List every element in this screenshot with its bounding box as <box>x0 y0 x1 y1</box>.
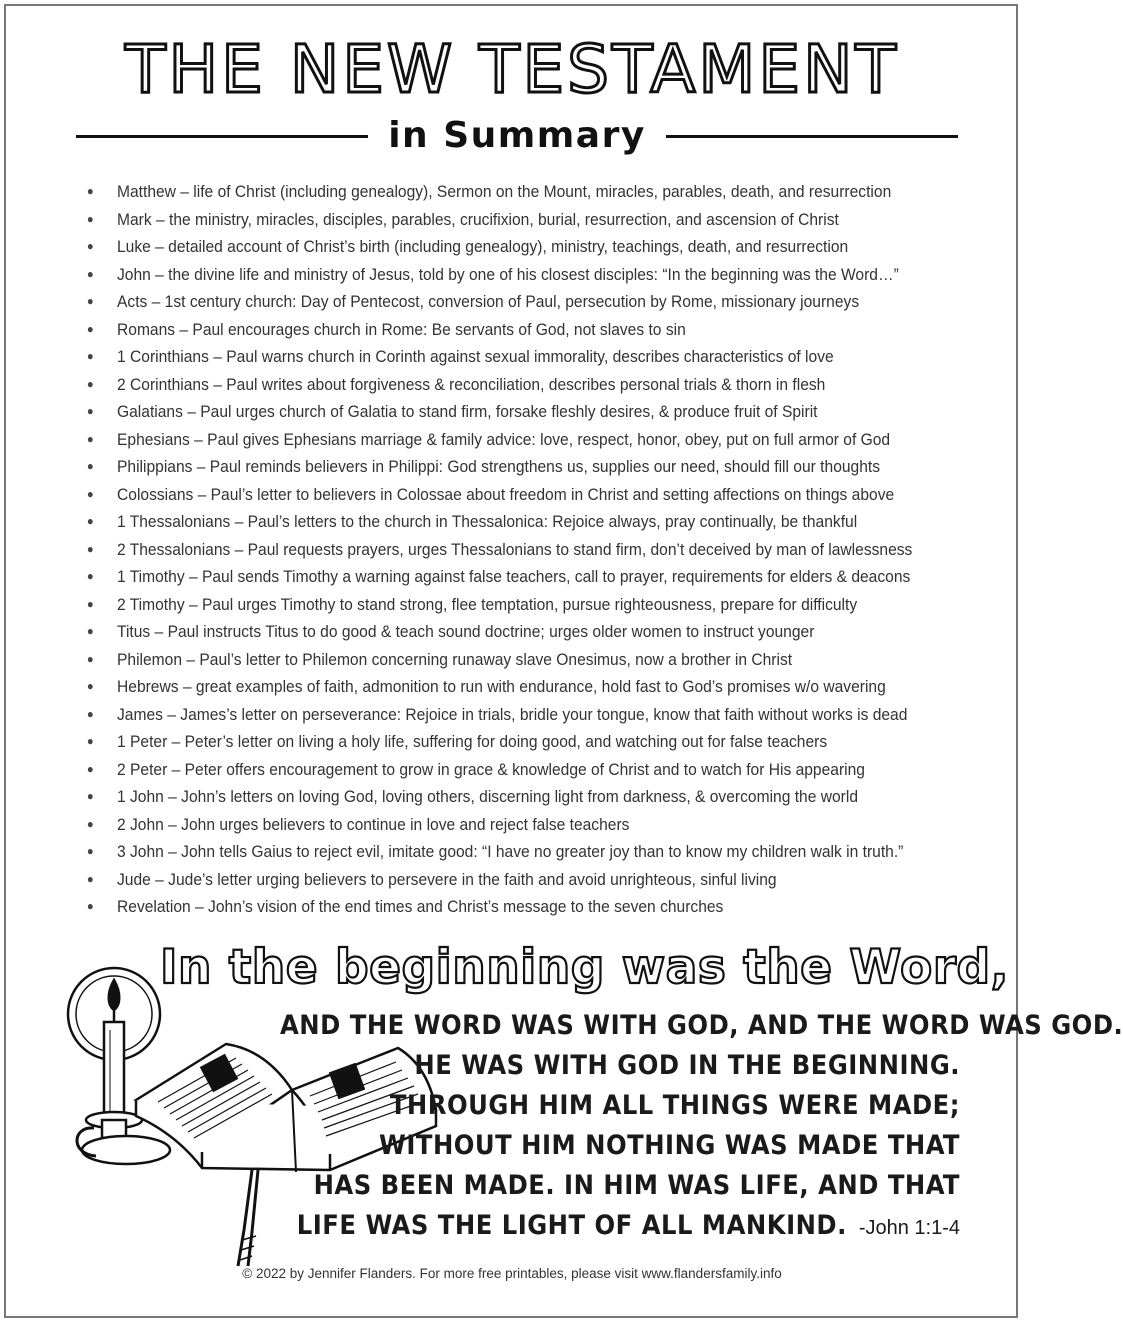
verse-reference: -John 1:1-4 <box>858 1217 960 1239</box>
subtitle-row <box>76 114 958 158</box>
book-summary: Romans – Paul encourages church in Rome: Be servants of God, not slaves to sin <box>117 319 686 339</box>
bullet-icon: ● <box>86 211 94 226</box>
bullet-icon: ● <box>86 321 94 336</box>
list-item <box>70 756 916 784</box>
book-summary: Philemon – Paul’s letter to Philemon concerning runaway slave Onesimus, now a brother in Christ <box>117 649 793 669</box>
list-item <box>70 563 916 591</box>
bullet-icon: ● <box>86 734 94 748</box>
copyright-footer: © 2022 by Jennifer Flanders. For more free printables, please visit www.flandersfamily.info <box>242 1266 782 1281</box>
bullet-icon: ● <box>86 679 94 693</box>
list-item <box>70 728 916 756</box>
book-summary: Philippians – Paul reminds believers in Philippi: God strengthens us, supplies our need, should fill our thoughts <box>117 457 881 476</box>
right-divider <box>666 135 958 138</box>
list-item <box>70 783 916 811</box>
book-summary: Galatians – Paul urges church of Galatia to stand firm, forsake fleshly desires, & produce fruit of Spirit <box>117 402 818 421</box>
verse-line-last <box>280 1206 960 1246</box>
list-item <box>70 288 916 316</box>
book-summary: Revelation – John’s vision of the end times and Christ’s message to the seven churches <box>117 897 724 916</box>
bullet-icon: ● <box>86 844 94 858</box>
book-summary: Luke – detailed account of Christ’s birth (including genealogy), ministry, teachings, death, and resurrection <box>117 237 849 256</box>
list-item <box>70 673 916 701</box>
bullet-icon: ● <box>86 651 94 666</box>
list-item <box>70 233 916 261</box>
list-item <box>70 646 916 674</box>
list-item <box>70 261 916 289</box>
book-summary: Acts – 1st century church: Day of Pentecost, conversion of Paul, persecution by Rome, missionary journeys <box>117 292 860 311</box>
list-item <box>70 701 916 729</box>
list-item <box>70 536 916 564</box>
list-item <box>70 481 916 509</box>
book-summary: Jude – Jude’s letter urging believers to persevere in the faith and avoid unrighteous, sinful living <box>117 869 777 889</box>
verse-lead: In the beginning was the Word, <box>160 940 1010 995</box>
book-summary: Ephesians – Paul gives Ephesians marriage & family advice: love, respect, honor, obey, put on full armor of God <box>117 429 891 449</box>
page-title: THE NEW TESTAMENT <box>125 31 899 108</box>
book-summary: 2 Timothy – Paul urges Timothy to stand strong, flee temptation, pursue righteousness, prepare for difficulty <box>117 594 858 614</box>
list-item <box>70 618 916 646</box>
list-item <box>70 343 916 371</box>
bullet-icon: ● <box>86 761 94 776</box>
bullet-icon: ● <box>86 706 94 721</box>
verse-line: THROUGH HIM ALL THINGS WERE MADE; <box>389 1090 960 1121</box>
left-divider <box>76 135 368 138</box>
book-summary: Titus – Paul instructs Titus to do good & teach sound doctrine; urges older women to instruct younger <box>117 622 815 641</box>
bullet-icon: ● <box>86 431 94 446</box>
book-summary: 1 Timothy – Paul sends Timothy a warning against false teachers, call to prayer, requirements for elders & deacons <box>117 567 911 586</box>
bullet-icon: ● <box>86 514 94 528</box>
book-summary: James – James’s letter on perseverance: Rejoice in trials, bridle your tongue, know that faith without works is dead <box>117 704 908 724</box>
list-item <box>70 838 916 866</box>
book-summary: 1 Peter – Peter’s letter on living a holy life, suffering for doing good, and watching out for false teachers <box>117 732 828 751</box>
list-item <box>70 178 916 206</box>
list-item <box>70 508 916 536</box>
bullet-icon: ● <box>86 404 94 418</box>
bullet-icon: ● <box>86 486 94 501</box>
list-item <box>70 426 916 454</box>
verse-line: WITHOUT HIM NOTHING WAS MADE THAT <box>379 1130 960 1161</box>
bullet-icon: ● <box>86 816 94 831</box>
bullet-icon: ● <box>86 239 94 253</box>
verse-line: LIFE WAS THE LIGHT OF ALL MANKIND. <box>296 1210 847 1241</box>
list-item <box>70 591 916 619</box>
book-summary: 2 Thessalonians – Paul requests prayers, urges Thessalonians to stand firm, don’t deceived by man of lawlessness <box>117 539 913 559</box>
bullet-icon: ● <box>86 266 94 281</box>
list-item <box>70 316 916 344</box>
bullet-icon: ● <box>86 459 94 473</box>
page-subtitle: in Summary <box>388 115 646 156</box>
bullet-icon: ● <box>86 184 94 198</box>
bullet-icon: ● <box>86 871 94 886</box>
book-summary: 3 John – John tells Gaius to reject evil, imitate good: “I have no greater joy than to know my children walk in truth.” <box>117 842 904 861</box>
book-summary: 2 John – John urges believers to continue in love and reject false teachers <box>117 814 630 834</box>
list-item <box>70 811 916 839</box>
bullet-icon: ● <box>86 899 94 913</box>
bullet-icon: ● <box>86 541 94 556</box>
bullet-icon: ● <box>86 624 94 638</box>
bullet-icon: ● <box>86 294 94 308</box>
book-summary: 1 Thessalonians – Paul’s letters to the church in Thessalonica: Rejoice always, pray continually, be thankful <box>117 512 858 531</box>
verse-line: HE WAS WITH GOD IN THE BEGINNING. <box>414 1050 960 1081</box>
book-summary: 1 John – John’s letters on loving God, loving others, discerning light from darkness, & overcoming the world <box>117 787 859 806</box>
bullet-icon: ● <box>86 376 94 391</box>
verse-line: AND THE WORD WAS WITH GOD, AND THE WORD WAS GOD. <box>280 1010 1123 1041</box>
verse-text <box>280 1006 1123 1246</box>
list-item <box>70 866 916 894</box>
book-summary: John – the divine life and ministry of Jesus, told by one of his closest disciples: “In the beginning was the Word…” <box>117 264 899 284</box>
list-item <box>70 371 916 399</box>
list-item <box>70 206 916 234</box>
bullet-icon: ● <box>86 569 94 583</box>
book-summary: Matthew – life of Christ (including genealogy), Sermon on the Mount, miracles, parables, death, and resurrection <box>117 182 892 201</box>
book-summary-list <box>70 178 970 921</box>
candle-icon <box>68 968 170 1164</box>
book-summary: Colossians – Paul’s letter to believers in Colossae about freedom in Christ and setting affections on things above <box>117 484 895 504</box>
list-item <box>70 893 916 921</box>
book-summary: Hebrews – great examples of faith, admonition to run with endurance, hold fast to God’s promises w/o wavering <box>117 677 886 696</box>
book-summary: 2 Peter – Peter offers encouragement to grow in grace & knowledge of Christ and to watch for His appearing <box>117 759 865 779</box>
book-summary: 1 Corinthians – Paul warns church in Corinth against sexual immorality, describes characteristics of love <box>117 347 834 366</box>
bullet-icon: ● <box>86 789 94 803</box>
list-item <box>70 398 916 426</box>
bullet-icon: ● <box>86 596 94 611</box>
book-summary: Mark – the ministry, miracles, disciples, parables, crucifixion, burial, resurrection, and ascension of Christ <box>117 209 839 229</box>
verse-line: HAS BEEN MADE. IN HIM WAS LIFE, AND THAT <box>313 1170 960 1201</box>
bullet-icon: ● <box>86 349 94 363</box>
book-summary: 2 Corinthians – Paul writes about forgiveness & reconciliation, describes personal trials & thorn in flesh <box>117 374 826 394</box>
list-item <box>70 453 916 481</box>
